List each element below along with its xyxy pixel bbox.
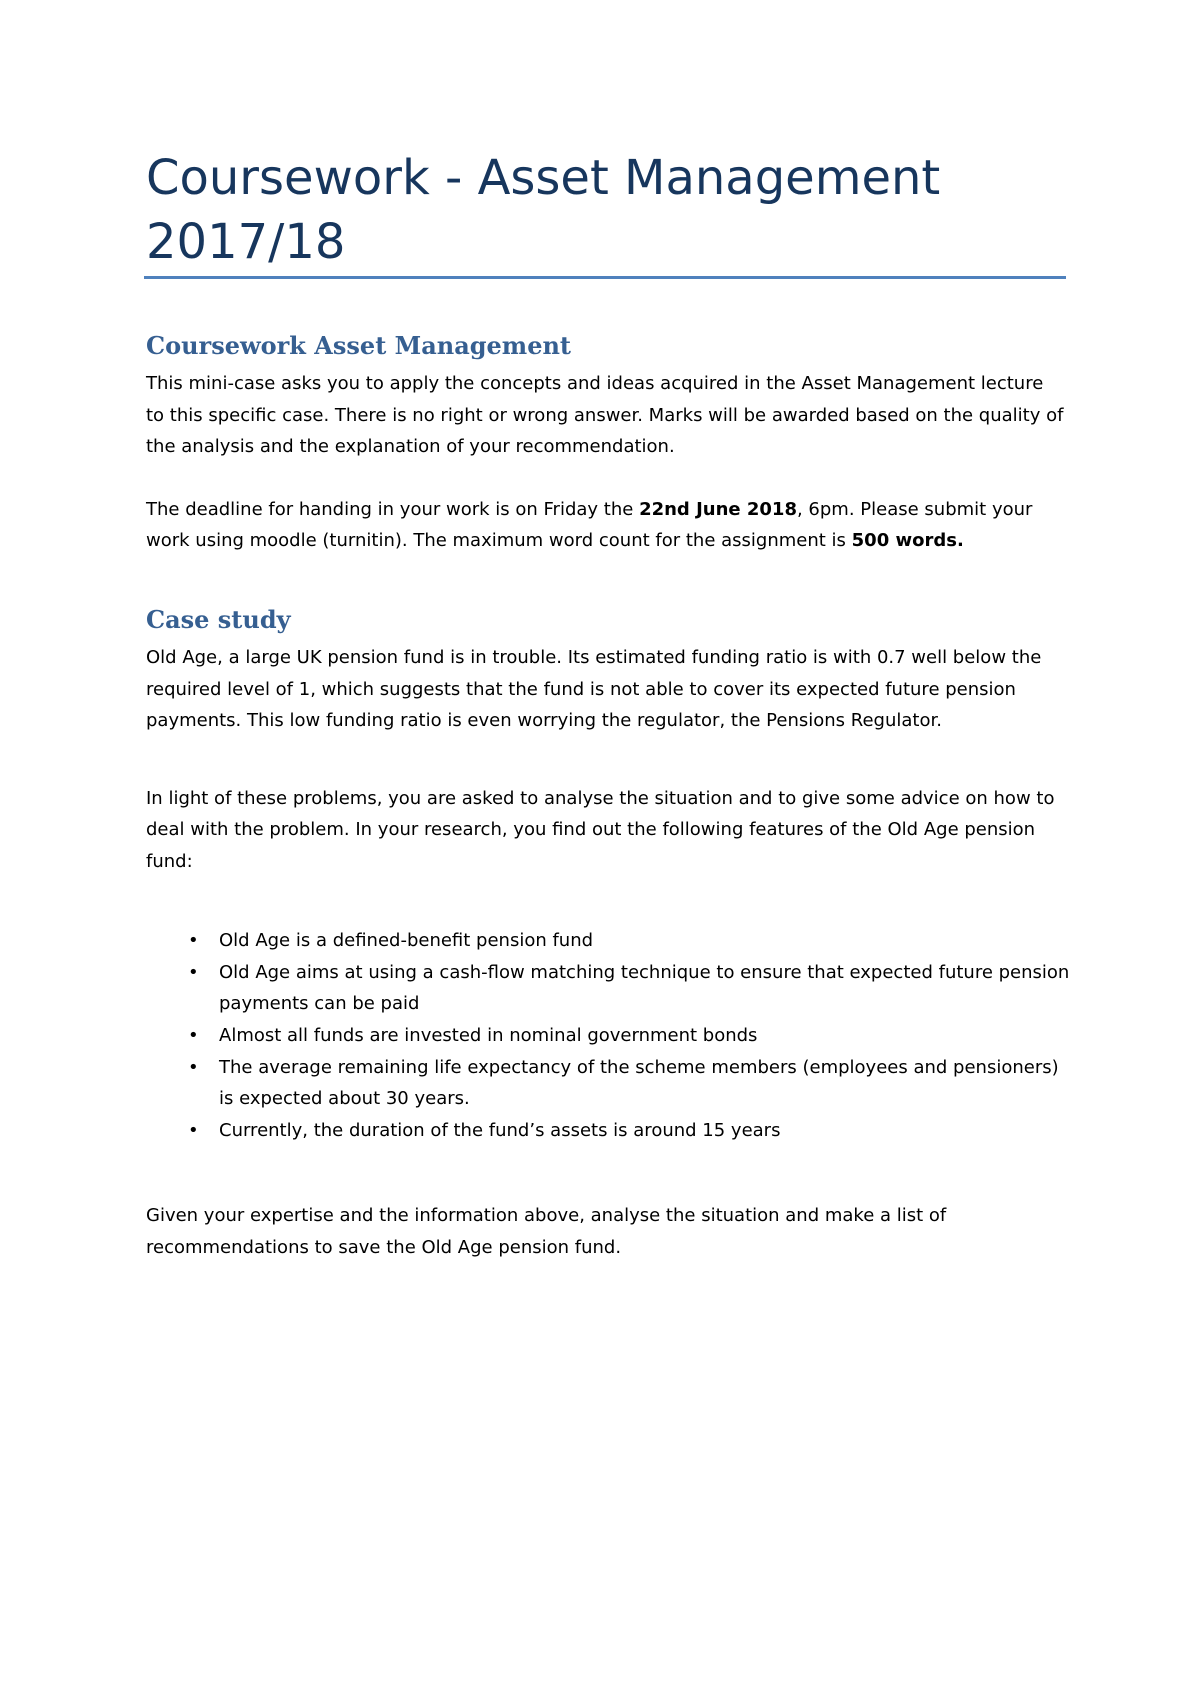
title-underline	[144, 276, 1066, 279]
list-item-text: Old Age is a defined-benefit pension fund	[219, 930, 594, 951]
section-heading-coursework: Coursework Asset Management	[146, 331, 572, 360]
list-item	[146, 1115, 1076, 1146]
word-count: 500 words.	[851, 530, 964, 551]
bullet-icon: •	[188, 962, 199, 983]
deadline-text-1: The deadline for handing in your work is on Friday the	[146, 498, 640, 520]
list-item	[146, 1052, 1076, 1114]
case-paragraph-2: In light of these problems, you are asked to analyse the situation and to give some advice on how to deal with the problem. In your research, you find out the following features of the Old Age pension fund:	[146, 787, 1055, 872]
bullet-icon: •	[188, 1120, 199, 1141]
case-paragraph-1: Old Age, a large UK pension fund is in trouble. Its estimated funding ratio is with 0.7 well below the required level of 1, which suggests that the fund is not able to cover its expected future pension payments. This low funding ratio is even worrying the regulator, the Pensions Regulator.	[146, 647, 1042, 731]
list-item-text: Almost all funds are invested in nominal government bonds	[219, 1025, 758, 1046]
section-coursework	[146, 330, 1066, 557]
document-title: Coursework - Asset Management 2017/18	[146, 150, 941, 270]
list-item-text: The average remaining life expectancy of the scheme members (employees and pensioners) is expected about 30 years.	[219, 1057, 1059, 1109]
deadline-paragraph	[146, 494, 1066, 557]
list-item	[146, 957, 1076, 1019]
section-closing	[146, 1200, 1066, 1263]
bullet-icon: •	[188, 930, 199, 951]
bullet-icon: •	[188, 1057, 199, 1078]
closing-paragraph: Given your expertise and the information above, analyse the situation and make a list of recommendations to save the Old Age pension fund.	[146, 1205, 947, 1258]
deadline-date: 22nd June 2018	[639, 498, 797, 520]
section-case-study	[146, 604, 1066, 877]
bullet-icon: •	[188, 1025, 199, 1046]
features-list	[146, 925, 1076, 1147]
section-heading-case-study: Case study	[146, 605, 291, 634]
list-item-text: Old Age aims at using a cash-flow matching technique to ensure that expected future pension payments can be paid	[219, 962, 1070, 1014]
deadline-text-2: , 6pm. Please submit your work using moodle (turnitin). The maximum word count for the assignment is	[146, 498, 1033, 551]
list-item	[146, 1020, 1076, 1051]
list-item	[146, 925, 1076, 956]
list-item-text: Currently, the duration of the fund’s assets is around 15 years	[219, 1120, 781, 1141]
intro-paragraph: This mini-case asks you to apply the concepts and ideas acquired in the Asset Management lecture to this specific case. There is no right or wrong answer. Marks will be awarded based on the quality of the analysis and the explanation of your recommendation.	[146, 373, 1064, 457]
